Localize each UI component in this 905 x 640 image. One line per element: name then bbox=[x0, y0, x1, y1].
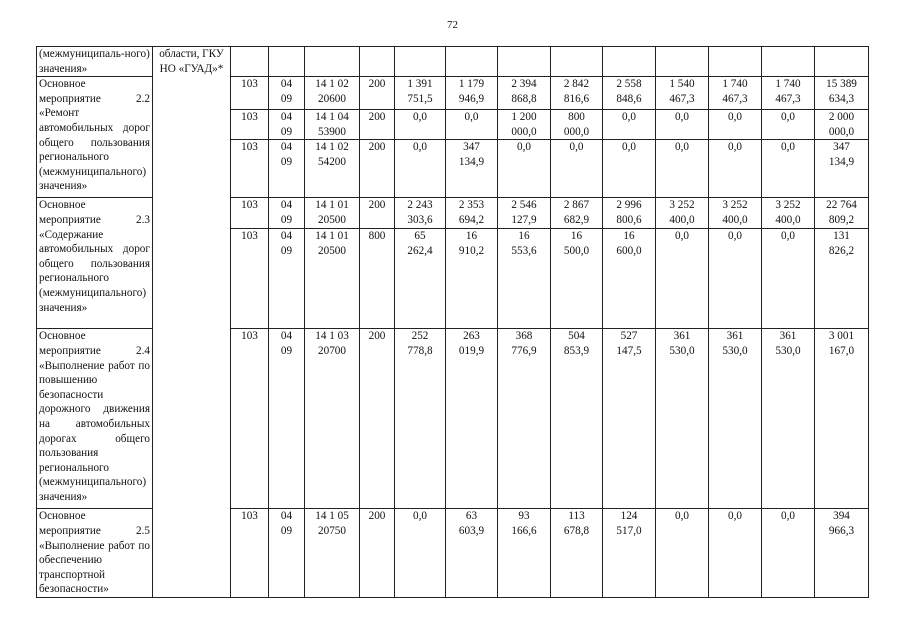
year-value-cell: 0,0 bbox=[762, 509, 815, 598]
grbs-code-cell: 103 bbox=[231, 140, 269, 198]
year-value-cell: 3 252 400,0 bbox=[709, 198, 762, 229]
year-value-cell: 1 740 467,3 bbox=[709, 77, 762, 110]
year-value-cell: 1 540 467,3 bbox=[656, 77, 709, 110]
event-name-cell: Основное мероприятие 2.3 «Содержание автомобильных дорог общего пользования регионального (межмуниципального) значения» bbox=[37, 198, 153, 329]
grbs-code-cell: 103 bbox=[231, 329, 269, 509]
year-value-cell: 527 147,5 bbox=[603, 329, 656, 509]
expense-type-cell: 200 bbox=[360, 110, 395, 140]
expense-type-cell: 200 bbox=[360, 77, 395, 110]
year-value-cell: 3 252 400,0 bbox=[762, 198, 815, 229]
year-value-cell: 65 262,4 bbox=[395, 229, 446, 329]
section-code-cell: 04 09 bbox=[269, 229, 305, 329]
year-value-cell: 361 530,0 bbox=[709, 329, 762, 509]
expense-type-cell: 200 bbox=[360, 198, 395, 229]
target-article-cell: 14 1 02 54200 bbox=[305, 140, 360, 198]
year-value-cell: 0,0 bbox=[498, 140, 551, 198]
event-name-cell: Основное мероприятие 2.2 «Ремонт автомобильных дорог общего пользования регионального (межмуниципального) значения» bbox=[37, 77, 153, 198]
year-value-cell: 2 996 800,6 bbox=[603, 198, 656, 229]
year-value-cell: 0,0 bbox=[395, 110, 446, 140]
year-value-cell: 263 019,9 bbox=[446, 329, 498, 509]
year-value-cell: 0,0 bbox=[656, 229, 709, 329]
year-value-cell: 0,0 bbox=[603, 110, 656, 140]
page-number: 72 bbox=[447, 19, 458, 31]
year-value-cell: 2 558 848,6 bbox=[603, 77, 656, 110]
year-value-cell: 361 530,0 bbox=[762, 329, 815, 509]
year-value-cell: 0,0 bbox=[709, 229, 762, 329]
year-value-cell: 124 517,0 bbox=[603, 509, 656, 598]
expense-type-cell: 200 bbox=[360, 140, 395, 198]
target-article-cell: 14 1 03 20700 bbox=[305, 329, 360, 509]
year-value-cell: 2 394 868,8 bbox=[498, 77, 551, 110]
event-name-cell: Основное мероприятие 2.5 «Выполнение работ по обеспечению транспортной безопасности» bbox=[37, 509, 153, 598]
year-value-cell: 0,0 bbox=[446, 110, 498, 140]
year-value-cell: 0,0 bbox=[656, 110, 709, 140]
year-value-cell: 3 252 400,0 bbox=[656, 198, 709, 229]
grbs-code-cell: 103 bbox=[231, 198, 269, 229]
grbs-code-cell: 103 bbox=[231, 110, 269, 140]
year-value-cell: 63 603,9 bbox=[446, 509, 498, 598]
grbs-code-cell: 103 bbox=[231, 77, 269, 110]
year-value-cell: 93 166,6 bbox=[498, 509, 551, 598]
year-value-cell: 16 500,0 bbox=[551, 229, 603, 329]
target-article-cell: 14 1 05 20750 bbox=[305, 509, 360, 598]
year-value-cell: 0,0 bbox=[762, 229, 815, 329]
year-value-cell: 0,0 bbox=[395, 509, 446, 598]
event-name-cell: (межмуниципаль-ного) значения» bbox=[37, 47, 153, 77]
year-value-cell: 1 179 946,9 bbox=[446, 77, 498, 110]
section-code-cell: 04 09 bbox=[269, 140, 305, 198]
section-code-cell: 04 09 bbox=[269, 198, 305, 229]
section-code-cell: 04 09 bbox=[269, 509, 305, 598]
year-value-cell: 504 853,9 bbox=[551, 329, 603, 509]
expense-type-cell: 200 bbox=[360, 509, 395, 598]
target-article-cell: 14 1 04 53900 bbox=[305, 110, 360, 140]
year-value-cell: 0,0 bbox=[762, 140, 815, 198]
expense-type-cell: 200 bbox=[360, 329, 395, 509]
year-value-cell: 0,0 bbox=[709, 110, 762, 140]
year-value-cell: 1 391 751,5 bbox=[395, 77, 446, 110]
total-value-cell: 131 826,2 bbox=[815, 229, 869, 329]
section-code-cell: 04 09 bbox=[269, 110, 305, 140]
section-code-cell: 04 09 bbox=[269, 329, 305, 509]
total-value-cell: 2 000 000,0 bbox=[815, 110, 869, 140]
section-code-cell: 04 09 bbox=[269, 77, 305, 110]
year-value-cell: 0,0 bbox=[551, 140, 603, 198]
grbs-code-cell: 103 bbox=[231, 509, 269, 598]
expense-type-cell: 800 bbox=[360, 229, 395, 329]
year-value-cell: 0,0 bbox=[656, 140, 709, 198]
year-value-cell: 2 842 816,6 bbox=[551, 77, 603, 110]
grbs-code-cell: 103 bbox=[231, 229, 269, 329]
year-value-cell: 2 546 127,9 bbox=[498, 198, 551, 229]
year-value-cell: 800 000,0 bbox=[551, 110, 603, 140]
total-value-cell: 15 389 634,3 bbox=[815, 77, 869, 110]
target-article-cell: 14 1 02 20600 bbox=[305, 77, 360, 110]
total-value-cell: 347 134,9 bbox=[815, 140, 869, 198]
year-value-cell: 2 353 694,2 bbox=[446, 198, 498, 229]
year-value-cell: 368 776,9 bbox=[498, 329, 551, 509]
year-value-cell: 0,0 bbox=[762, 110, 815, 140]
year-value-cell: 16 910,2 bbox=[446, 229, 498, 329]
year-value-cell: 1 740 467,3 bbox=[762, 77, 815, 110]
year-value-cell: 347 134,9 bbox=[446, 140, 498, 198]
year-value-cell: 252 778,8 bbox=[395, 329, 446, 509]
year-value-cell: 0,0 bbox=[656, 509, 709, 598]
table-header-row bbox=[37, 47, 869, 77]
year-value-cell: 0,0 bbox=[709, 140, 762, 198]
year-value-cell: 361 530,0 bbox=[656, 329, 709, 509]
target-article-cell: 14 1 01 20500 bbox=[305, 198, 360, 229]
year-value-cell: 0,0 bbox=[395, 140, 446, 198]
executor-cell: области, ГКУ НО «ГУАД»* bbox=[153, 47, 231, 598]
event-name-cell: Основное мероприятие 2.4 «Выполнение работ по повышению безопасности дорожного движения на автомобильных дорогах общего пользования регионального (межмуниципального) значения» bbox=[37, 329, 153, 509]
year-value-cell: 0,0 bbox=[603, 140, 656, 198]
year-value-cell: 113 678,8 bbox=[551, 509, 603, 598]
year-value-cell: 2 867 682,9 bbox=[551, 198, 603, 229]
total-value-cell: 394 966,3 bbox=[815, 509, 869, 598]
total-value-cell: 22 764 809,2 bbox=[815, 198, 869, 229]
year-value-cell: 0,0 bbox=[709, 509, 762, 598]
year-value-cell: 16 553,6 bbox=[498, 229, 551, 329]
year-value-cell: 1 200 000,0 bbox=[498, 110, 551, 140]
year-value-cell: 2 243 303,6 bbox=[395, 198, 446, 229]
budget-table bbox=[36, 46, 869, 598]
total-value-cell: 3 001 167,0 bbox=[815, 329, 869, 509]
target-article-cell: 14 1 01 20500 bbox=[305, 229, 360, 329]
year-value-cell: 16 600,0 bbox=[603, 229, 656, 329]
